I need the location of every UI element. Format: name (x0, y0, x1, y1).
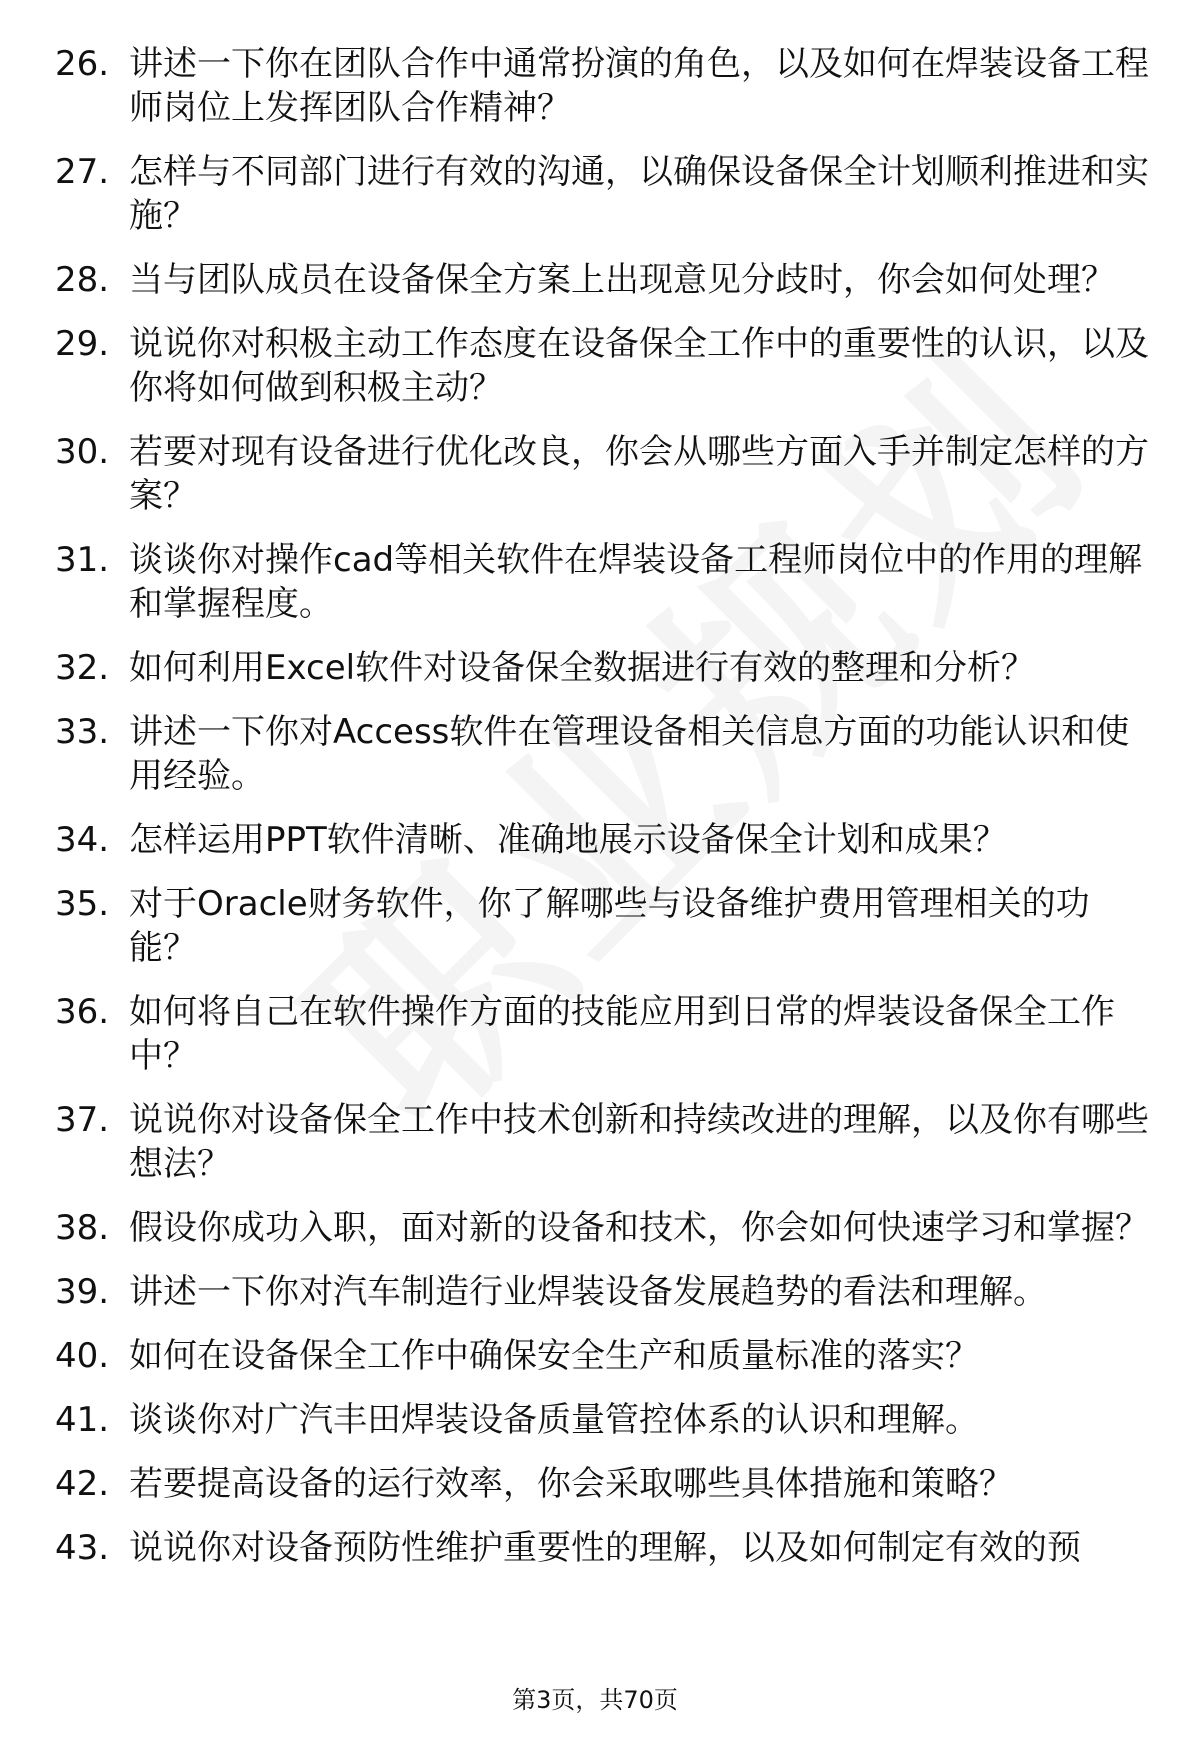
item-number: 37. (55, 1100, 110, 1140)
item-number: 31. (55, 540, 110, 580)
item-text: 当与团队成员在设备保全方案上出现意见分歧时，你会如何处理？ (129, 260, 1115, 300)
page-number: 第3页，共70页 (512, 1686, 678, 1714)
list-item (55, 1206, 1155, 1250)
item-number: 28. (55, 260, 110, 300)
item-number: 36. (55, 992, 110, 1032)
list-item (55, 538, 1155, 626)
item-number: 38. (55, 1208, 110, 1248)
list-item (55, 1270, 1155, 1314)
item-text: 若要对现有设备进行优化改良，你会从哪些方面入手并制定怎样的方案？ (129, 432, 1149, 516)
item-text: 说说你对设备预防性维护重要性的理解，以及如何制定有效的预 (129, 1528, 1081, 1568)
list-item (55, 710, 1155, 798)
item-number: 43. (55, 1528, 110, 1568)
item-number: 40. (55, 1336, 110, 1376)
item-number: 42. (55, 1464, 110, 1504)
item-text: 若要提高设备的运行效率，你会采取哪些具体措施和策略？ (129, 1464, 1013, 1504)
list-item (55, 430, 1155, 518)
item-text: 谈谈你对操作cad等相关软件在焊装设备工程师岗位中的作用的理解和掌握程度。 (129, 540, 1143, 624)
list-item (55, 322, 1155, 410)
list-item (55, 1098, 1155, 1186)
item-text: 如何利用Excel软件对设备保全数据进行有效的整理和分析？ (129, 648, 1036, 688)
list-item (55, 1334, 1155, 1378)
list-item (55, 1398, 1155, 1442)
item-text: 假设你成功入职，面对新的设备和技术，你会如何快速学习和掌握？ (129, 1208, 1149, 1248)
list-item (55, 150, 1155, 238)
list-item (55, 882, 1155, 970)
item-text: 如何将自己在软件操作方面的技能应用到日常的焊装设备保全工作中？ (129, 992, 1115, 1076)
item-number: 41. (55, 1400, 110, 1440)
item-text: 如何在设备保全工作中确保安全生产和质量标准的落实？ (129, 1336, 979, 1376)
list-item (55, 1462, 1155, 1506)
item-text: 对于Oracle财务软件，你了解哪些与设备维护费用管理相关的功能？ (129, 884, 1090, 968)
question-list (55, 42, 1155, 1590)
item-text: 说说你对积极主动工作态度在设备保全工作中的重要性的认识，以及你将如何做到积极主动？ (129, 324, 1149, 408)
item-number: 27. (55, 152, 110, 192)
item-text: 怎样与不同部门进行有效的沟通，以确保设备保全计划顺利推进和实施？ (129, 152, 1149, 236)
item-number: 33. (55, 712, 110, 752)
item-text: 讲述一下你对Access软件在管理设备相关信息方面的功能认识和使用经验。 (129, 712, 1130, 796)
list-item (55, 990, 1155, 1078)
list-item (55, 818, 1155, 862)
item-number: 26. (55, 44, 110, 84)
item-number: 35. (55, 884, 110, 924)
item-number: 39. (55, 1272, 110, 1312)
item-number: 32. (55, 648, 110, 688)
list-item (55, 1526, 1155, 1570)
item-number: 29. (55, 324, 110, 364)
item-text: 谈谈你对广汽丰田焊装设备质量管控体系的认识和理解。 (129, 1400, 979, 1440)
list-item (55, 258, 1155, 302)
item-text: 怎样运用PPT软件清晰、准确地展示设备保全计划和成果？ (129, 820, 1007, 860)
item-text: 讲述一下你对汽车制造行业焊装设备发展趋势的看法和理解。 (129, 1272, 1047, 1312)
item-text: 说说你对设备保全工作中技术创新和持续改进的理解，以及你有哪些想法？ (129, 1100, 1149, 1184)
list-item (55, 42, 1155, 130)
item-number: 30. (55, 432, 110, 472)
item-number: 34. (55, 820, 110, 860)
item-text: 讲述一下你在团队合作中通常扮演的角色，以及如何在焊装设备工程师岗位上发挥团队合作精神？ (129, 44, 1149, 128)
list-item (55, 646, 1155, 690)
